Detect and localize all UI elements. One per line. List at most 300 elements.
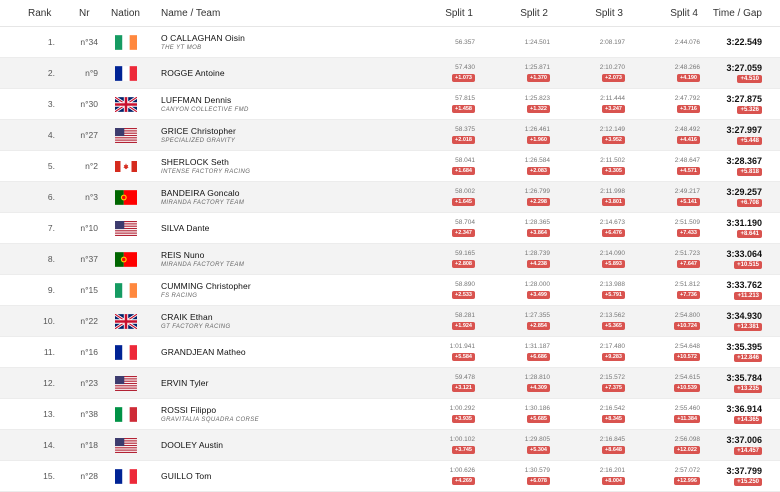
split4-cell [625,157,700,175]
time-gap-cell [700,373,770,393]
final-time: 3:36.914 [726,404,762,414]
split-time: 2:57.072 [674,467,700,474]
time-gap-cell [700,94,770,114]
time-gap-cell [700,404,770,424]
split2-cell [475,126,550,144]
time-gap-cell [700,156,770,176]
rider-name[interactable]: GRICE Christopher [161,126,236,136]
header-nr[interactable]: Nr [79,7,90,19]
split1-cell [400,64,475,82]
split1-cell [400,95,475,113]
table-row[interactable] [0,120,780,151]
split-time: 2:16.201 [599,467,625,474]
name-team-cell [153,188,400,206]
table-row[interactable] [0,27,780,58]
final-gap-badge: +11.213 [734,292,762,300]
split-time: 2:51.509 [674,219,700,226]
final-gap-badge: +5.818 [737,168,762,176]
split-time: 2:48.647 [674,157,700,164]
number-cell: n°9 [85,68,98,78]
split-gap-badge: +6.078 [527,477,550,485]
usa-flag-icon [115,438,137,453]
split1-cell [400,126,475,144]
split3-cell [550,436,625,454]
nation-cell [98,66,153,81]
split-gap-badge: +5.584 [452,353,475,361]
ireland-flag-icon [115,35,137,50]
split-gap-badge: +8.004 [602,477,625,485]
split-time: 59.478 [455,374,475,381]
split-gap-badge: +2.073 [602,74,625,82]
split4-cell [625,95,700,113]
split-gap-badge: +8.345 [602,415,625,423]
rider-name[interactable]: CRAIK Ethan [161,312,213,322]
split-gap-badge: +5.304 [527,446,550,454]
split-time: 2:08.197 [599,38,625,46]
split2-cell [475,64,550,82]
nation-cell [98,438,153,453]
split-time: 2:12.149 [599,126,625,133]
name-team-cell [153,95,400,113]
time-gap-cell [700,63,770,83]
rider-name[interactable]: CUMMING Christopher [161,281,251,291]
name-team-cell [153,378,400,388]
split-gap-badge: +3.745 [452,446,475,454]
split-time: 2:11.502 [600,157,625,164]
final-time: 3:28.367 [726,156,762,166]
split1-cell [400,312,475,330]
split-time: 2:47.792 [674,95,700,102]
split4-cell [625,126,700,144]
final-gap-badge: +12.381 [734,323,762,331]
table-row[interactable] [0,306,780,337]
split3-cell [550,157,625,175]
rank-cell: 3. [47,99,55,109]
split-time: 1:26.584 [524,157,550,164]
table-row[interactable] [0,430,780,461]
final-time: 3:22.549 [726,37,762,47]
final-time: 3:33.762 [726,280,762,290]
table-header [0,0,780,27]
time-gap-cell [700,37,770,47]
split-gap-badge: +4.269 [452,477,475,485]
number-cell: n°38 [80,409,98,419]
italy-flag-icon [115,407,137,422]
canada-flag-icon [115,159,137,174]
split-time: 58.281 [455,312,475,319]
split-gap-badge: +4.190 [677,74,700,82]
split3-cell [550,343,625,361]
split-time: 2:55.460 [674,405,700,412]
final-gap-badge: +10.515 [734,261,762,269]
split-time: 1:00.292 [449,405,475,412]
split-time: 2:16.542 [599,405,625,412]
rider-name[interactable]: GRANDJEAN Matheo [161,347,246,357]
final-time: 3:33.064 [726,249,762,259]
split-time: 59.165 [455,250,475,257]
final-gap-badge: +4.510 [737,75,762,83]
time-gap-cell [700,342,770,362]
team-name: THE YT MOB [161,45,202,51]
time-gap-cell [700,187,770,207]
portugal-flag-icon [115,252,137,267]
nation-cell [98,376,153,391]
split-time: 1:30.186 [524,405,550,412]
split-gap-badge: +4.416 [677,136,700,144]
split-time: 2:17.480 [599,343,625,350]
uk-flag-icon [115,97,137,112]
split-time: 2:16.845 [599,436,625,443]
split-gap-badge: +5.893 [602,260,625,268]
split-time: 1:01.941 [449,343,475,350]
rider-name[interactable]: DOOLEY Austin [161,440,224,450]
rank-cell: 10. [43,316,55,326]
header-split3[interactable]: Split 3 [595,7,623,19]
split4-cell [625,39,700,46]
rider-name[interactable]: SHERLOCK Seth [161,157,229,167]
split-gap-badge: +3.499 [527,291,550,299]
split-time: 2:51.723 [674,250,700,257]
split1-cell [400,250,475,268]
rank-cell: 6. [47,192,55,202]
final-gap-badge: +5.448 [737,137,762,145]
name-team-cell [153,250,400,268]
split-time: 2:14.673 [599,219,625,226]
split-gap-badge: +1.645 [452,198,475,206]
rider-name[interactable]: O CALLAGHAN Oisin [161,33,245,43]
nation-cell [98,252,153,267]
rider-name[interactable]: SILVA Dante [161,223,210,233]
time-gap-cell [700,249,770,269]
split2-cell [475,467,550,485]
number-cell: n°2 [85,161,98,171]
number-cell: n°34 [80,37,98,47]
split-gap-badge: +2.298 [527,198,550,206]
ireland-flag-icon [115,283,137,298]
nation-cell [98,407,153,422]
nation-cell [98,128,153,143]
split-time: 58.002 [455,188,475,195]
nation-cell [98,190,153,205]
table-row[interactable] [0,151,780,182]
time-gap-cell [700,280,770,300]
team-name: MIRANDA FACTORY TEAM [161,262,245,268]
team-name: INTENSE FACTORY RACING [161,169,251,175]
final-gap-badge: +8.641 [737,230,762,238]
split-gap-badge: +4.309 [527,384,550,392]
split4-cell [625,436,700,454]
header-name-team[interactable]: Name / Team [161,7,221,19]
split2-cell [475,343,550,361]
split-gap-badge: +1.960 [527,136,550,144]
table-row[interactable] [0,275,780,306]
number-cell: n°16 [80,347,98,357]
final-time: 3:37.006 [726,435,762,445]
split-gap-badge: +2.347 [452,229,475,237]
final-gap-badge: +14.365 [734,416,762,424]
rank-cell: 15. [43,471,55,481]
split-gap-badge: +3.121 [452,384,475,392]
split-gap-badge: +4.571 [677,167,700,175]
split-gap-badge: +7.433 [677,229,700,237]
split3-cell [550,64,625,82]
name-team-cell [153,157,400,175]
split-gap-badge: +11.384 [674,415,700,423]
table-row[interactable] [0,182,780,213]
split-time: 2:54.615 [674,374,700,381]
rank-cell: 8. [47,254,55,264]
split-time: 1:00.626 [449,467,475,474]
split-gap-badge: +3.801 [602,198,625,206]
header-rank[interactable]: Rank [28,7,52,19]
number-cell: n°3 [85,192,98,202]
final-time: 3:31.190 [726,218,762,228]
final-gap-badge: +6.708 [737,199,762,207]
name-team-cell [153,223,400,233]
name-team-cell [153,312,400,330]
name-team-cell [153,126,400,144]
split2-cell [475,157,550,175]
final-time: 3:29.257 [726,187,762,197]
split-time: 58.041 [455,157,475,164]
final-gap-badge: +13.235 [734,385,762,393]
split-gap-badge: +10.539 [674,384,700,392]
rank-cell: 2. [47,68,55,78]
rider-name[interactable]: REIS Nuno [161,250,205,260]
nation-cell [98,469,153,484]
france-flag-icon [115,469,137,484]
split-time: 2:51.812 [674,281,700,288]
split-time: 1:24.501 [524,38,550,46]
table-row[interactable] [0,368,780,399]
split-time: 1:31.187 [524,343,550,350]
split-gap-badge: +6.686 [527,353,550,361]
team-name: GT FACTORY RACING [161,324,231,330]
split1-cell [400,343,475,361]
split3-cell [550,374,625,392]
split-time: 58.890 [455,281,475,288]
header-split2[interactable]: Split 2 [520,7,548,19]
number-cell: n°27 [80,130,98,140]
nation-cell [98,35,153,50]
split-gap-badge: +5.365 [602,322,625,330]
header-time-gap[interactable]: Time / Gap [712,7,762,19]
split-time: 1:27.355 [524,312,550,319]
split-time: 58.704 [455,219,475,226]
split3-cell [550,126,625,144]
split-gap-badge: +1.924 [452,322,475,330]
final-gap-badge: +14.457 [734,447,762,455]
rank-cell: 11. [43,347,55,357]
nation-cell [98,97,153,112]
split-gap-badge: +2.533 [452,291,475,299]
usa-flag-icon [115,376,137,391]
table-row[interactable] [0,399,780,430]
france-flag-icon [115,345,137,360]
nation-cell [98,221,153,236]
split3-cell [550,467,625,485]
split4-cell [625,219,700,237]
header-split1[interactable]: Split 1 [445,7,473,19]
split-gap-badge: +2.018 [452,136,475,144]
france-flag-icon [115,66,137,81]
rider-name[interactable]: ROGGE Antoine [161,68,225,78]
time-gap-cell [700,218,770,238]
split-time: 2:10.270 [599,64,625,71]
split2-cell [475,188,550,206]
split-time: 2:54.648 [674,343,700,350]
split-gap-badge: +2.808 [452,260,475,268]
split3-cell [550,188,625,206]
name-team-cell [153,281,400,299]
name-team-cell [153,471,400,481]
split-time: 1:26.799 [524,188,550,195]
split4-cell [625,250,700,268]
split-gap-badge: +5.791 [602,291,625,299]
split-time: 1:25.823 [524,95,550,102]
table-row[interactable] [0,58,780,89]
name-team-cell [153,405,400,423]
number-cell: n°10 [80,223,98,233]
name-team-cell [153,68,400,78]
name-team-cell [153,33,400,51]
split-time: 1:28.000 [524,281,550,288]
rider-name[interactable]: BANDEIRA Goncalo [161,188,240,198]
split-time: 56.357 [455,38,475,46]
split-time: 2:48.492 [674,126,700,133]
number-cell: n°18 [80,440,98,450]
split-gap-badge: +9.283 [602,353,625,361]
table-row[interactable] [0,244,780,275]
table-row[interactable] [0,213,780,244]
number-cell: n°30 [80,99,98,109]
split4-cell [625,64,700,82]
split-gap-badge: +3.864 [527,229,550,237]
split-time: 2:11.444 [600,95,625,102]
nation-cell [98,314,153,329]
table-row[interactable] [0,461,780,492]
usa-flag-icon [115,128,137,143]
header-nation[interactable]: Nation [111,7,140,19]
split-gap-badge: +4.238 [527,260,550,268]
split2-cell [475,39,550,46]
split3-cell [550,281,625,299]
number-cell: n°37 [80,254,98,264]
split-time: 1:29.805 [524,436,550,443]
rider-name[interactable]: ROSSI Filippo [161,405,217,415]
split3-cell [550,95,625,113]
final-time: 3:35.784 [726,373,762,383]
split-gap-badge: +1.322 [527,105,550,113]
team-name: SPECIALIZED GRAVITY [161,138,236,144]
split-gap-badge: +7.647 [677,260,700,268]
split4-cell [625,188,700,206]
team-name: FS RACING [161,293,198,299]
final-gap-badge: +5.326 [737,106,762,114]
portugal-flag-icon [115,190,137,205]
final-time: 3:27.875 [726,94,762,104]
split-gap-badge: +7.375 [602,384,625,392]
split-gap-badge: +2.854 [527,322,550,330]
time-gap-cell [700,311,770,331]
split4-cell [625,312,700,330]
split2-cell [475,312,550,330]
split-gap-badge: +3.716 [677,105,700,113]
split-gap-badge: +8.648 [602,446,625,454]
rank-cell: 7. [47,223,55,233]
split-time: 1:00.102 [449,436,475,443]
nation-cell [98,159,153,174]
split2-cell [475,405,550,423]
name-team-cell [153,347,400,357]
rider-name[interactable]: LUFFMAN Dennis [161,95,232,105]
final-time: 3:34.930 [726,311,762,321]
team-name: GRAVITALIA SQUADRA CORSE [161,417,260,423]
rank-cell: 9. [47,285,55,295]
split-time: 2:44.076 [674,38,700,46]
final-time: 3:35.395 [726,342,762,352]
uk-flag-icon [115,314,137,329]
split-time: 2:48.266 [674,64,700,71]
rank-cell: 1. [47,37,55,47]
split3-cell [550,405,625,423]
split-time: 1:30.579 [524,467,550,474]
split3-cell [550,312,625,330]
header-split4[interactable]: Split 4 [670,7,698,19]
table-body [0,27,780,492]
name-team-cell [153,440,400,450]
split4-cell [625,405,700,423]
final-time: 3:27.059 [726,63,762,73]
usa-flag-icon [115,221,137,236]
final-time: 3:37.799 [726,466,762,476]
table-row[interactable] [0,89,780,120]
split4-cell [625,374,700,392]
split-gap-badge: +12.996 [674,477,700,485]
split-gap-badge: +5.141 [677,198,700,206]
rider-name[interactable]: GUILLO Tom [161,471,212,481]
split-gap-badge: +3.952 [602,136,625,144]
split4-cell [625,281,700,299]
team-name: CANYON COLLECTIVE FMD [161,107,249,113]
split-time: 1:26.461 [524,126,550,133]
split-time: 1:25.871 [524,64,550,71]
split3-cell [550,250,625,268]
rider-name[interactable]: ERVIN Tyler [161,378,209,388]
split-time: 1:28.365 [524,219,550,226]
split1-cell [400,467,475,485]
split-gap-badge: +3.247 [602,105,625,113]
number-cell: n°23 [80,378,98,388]
final-time: 3:27.997 [726,125,762,135]
split4-cell [625,343,700,361]
split3-cell [550,219,625,237]
split-time: 2:13.562 [599,312,625,319]
team-name: MIRANDA FACTORY TEAM [161,200,245,206]
time-gap-cell [700,435,770,455]
split-time: 57.815 [455,95,475,102]
split1-cell [400,405,475,423]
split4-cell [625,467,700,485]
split-gap-badge: +6.476 [602,229,625,237]
split-time: 2:14.090 [599,250,625,257]
split1-cell [400,39,475,46]
split-gap-badge: +3.305 [602,167,625,175]
split-gap-badge: +3.935 [452,415,475,423]
split-time: 2:56.098 [674,436,700,443]
table-row[interactable] [0,337,780,368]
split-time: 1:28.739 [524,250,550,257]
